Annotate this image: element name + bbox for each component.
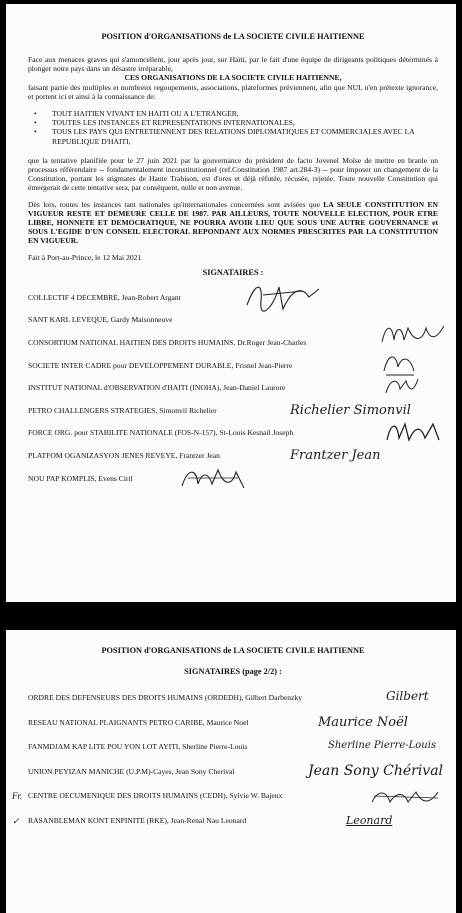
signatory-row — [28, 422, 438, 445]
signatories-list — [28, 287, 438, 490]
signatories-list — [12, 686, 444, 833]
handwritten-signature: Leonard — [346, 813, 393, 827]
signatory-name: FANMDJAM KAP LITE POU YON LOT AYITI, Sherline Pierre-Louis — [28, 742, 248, 751]
signatory-row — [28, 332, 438, 355]
signatories-heading: SIGNATAIRES : — [202, 267, 264, 277]
margin-mark: Fr. — [12, 791, 23, 801]
constitution-paragraph — [28, 200, 438, 246]
handwritten-signature: Gilbert — [386, 689, 429, 703]
signatory-name: SOCIETE INTER CADRE pour DEVELOPPEMENT DURABLE, Frisnel Jean-Pierre — [28, 360, 293, 370]
list-item: • TOUTES LES INSTANCES ET REPRESENTATIONS INTERNATIONALES, — [34, 118, 438, 127]
signature-scribble — [243, 279, 323, 313]
signatory-name: RASANBLEMAN KONT ENPINITE (RKE), Jean-Renal Nau Leonard — [28, 815, 247, 825]
signatory-row — [28, 309, 438, 332]
signatory-name: UNION PEYIZAN MANICHE (U.P.M)-Cayes, Jean Sony Cherival — [28, 766, 235, 776]
signatory-row — [28, 760, 444, 785]
signatory-row — [28, 355, 438, 378]
signatory-row — [28, 400, 438, 423]
signatory-name: ORDRE DES DEFENSEURS DES DROITS HUMAINS (ORDEDH), Gilbert Darbenzky — [28, 693, 302, 702]
list-item: • TOUT HAITIEN VIVANT EN HAITI OU A L'ETRANGER, — [34, 109, 438, 118]
intro-paragraph: Face aux menaces graves qui s'amoncellent, jour après jour, sur Haïti, par le fait d'une équipe de dirigeants politiques déterminés à plonger notre pays dans un désastre irréparable, — [28, 55, 438, 74]
handwritten-signature: Sherline Pierre-Louis — [328, 740, 437, 751]
list-item: • TOUS LES PAYS QUI ENTRETIENNENT DES RELATIONS DIPLOMATIQUES ET COMMERCIALES AVEC LA REPUBLIQUE D'HAITI, — [34, 127, 438, 145]
signatory-name: PLATFOM OGANIZASYON JENES REVEYE, Frantzer Jean — [28, 451, 220, 461]
signatory-name: PETRO CHALLENGERS STRATEGIES, Simonvil Richelier — [28, 405, 217, 415]
date-line: Fait à Port-au-Prince, le 12 Mai 2021 — [28, 252, 142, 262]
document-page-2 — [6, 630, 456, 913]
document-page-1 — [6, 4, 456, 602]
signatory-row — [12, 809, 438, 834]
signatory-name: NOU PAP KOMPLIS, Evens Ciril — [28, 473, 133, 483]
handwritten-signature: Richelier Simonvil — [290, 402, 411, 418]
signatory-name: FORCE ORG. pour STABILITE NATIONALE (FOS-N-157), St-Louis Kesnail Joseph — [28, 428, 294, 438]
signature-scribble — [368, 786, 444, 810]
constitution-paragraph-plain: Dès lors, toutes les instances tant nationales qu'internationales concernées sont avisées que — [28, 199, 324, 209]
signatory-row — [28, 377, 438, 400]
signature-scribble — [380, 373, 420, 401]
handwritten-signature: Maurice Noël — [318, 714, 408, 730]
signatories-heading: SIGNATAIRES (page 2/2) : — [184, 667, 282, 676]
signatory-row — [28, 287, 438, 310]
intro-paragraph-2: faisant partie des multiples et nombreux regoupements, associations, plateformes préviennent, afin que NUL n'en prétexte ignorance, et portent ici et ainsi à la connaissance de: — [28, 82, 438, 101]
handwritten-signature: Jean Sony Chérival — [308, 762, 444, 779]
signatory-name: SANT KARL LEVEQUE, Gardy Maisonneuve — [28, 315, 173, 325]
page-title: POSITION d'ORGANISATIONS de LA SOCIETE CIVILE HAITIENNE — [101, 32, 365, 41]
handwritten-signature: Frantzer Jean — [290, 448, 381, 464]
referendum-paragraph: que la tentative planifiée pour le 27 juin 2021 par la gouvernance du président de facto Jovenel Moïse de mettre en branle un processus référendaire -- fondamentalement inconstitutionnel (ref.Constitution 1987 art.284-3) -- pour imposer un changement de la Constitution, portant les stigmates de Haute Trahison, est d'ores et déjà réfutée, récusée, rejetée. Toute nouvelle Constitution qui émergerait de cette tentative sera, par conséquent, nulle et non avenue. — [28, 155, 438, 193]
signatory-name: CENTRE OECUMENIQUE DES DROITS HUMAINS (CEDH), Sylvie W. Bajeux — [28, 791, 283, 800]
signatory-name: CONSORTIUM NATIONAL HAITIEN DES DROITS HUMAINS, Dr.Roger Jean-Charles — [28, 338, 307, 348]
signatory-row — [28, 468, 438, 491]
signatory-name: RESEAU NATIONAL PLAIGNANTS PETRO CARIBE, Maurice Noel — [28, 717, 249, 727]
signatory-row — [28, 735, 438, 760]
signatory-row — [12, 784, 438, 809]
intro-organisations-heading: CES ORGANISATIONS DE LA SOCIETE CIVILE HAITIENNE, — [124, 73, 342, 83]
signatory-name: INSTITUT NATIONAL d'OBSERVATION d'HAITI (INOHA), Jean-Daniel Laurore — [28, 383, 286, 393]
constitution-paragraph-bold: LA SEULE CONSTITUTION EN VIGUEUR RESTE ET DEMEURE CELLE DE 1987. PAR AILLEURS, TOUTE NOUVELLE ELECTION, POUR ETRE LIBRE, HONNETE ET DEMOCRATIQUE, NE POURRA AVOIR LIEU QUE SOUS UNE AUTRE GOUVERNANCE et SOUS L'EGIDE D'UN CONSEIL ELECTORAL REPONDANT AUX NORMES PRESCRITES PAR LA CONSTITUTION EN VIGUEUR. — [28, 199, 439, 246]
signatory-row — [28, 711, 438, 736]
signature-scribble — [378, 318, 448, 352]
signatory-name: COLLECTIF 4 DECEMBRE, Jean-Robert Argant — [28, 292, 181, 302]
signature-scribble — [178, 464, 248, 494]
recipients-list — [34, 109, 438, 146]
signature-scribble — [383, 418, 443, 448]
page-title: POSITION d'ORGANISATIONS de LA SOCIETE CIVILE HAITIENNE — [101, 646, 365, 655]
signatory-row — [28, 686, 438, 711]
margin-mark: ✓ — [12, 815, 20, 826]
